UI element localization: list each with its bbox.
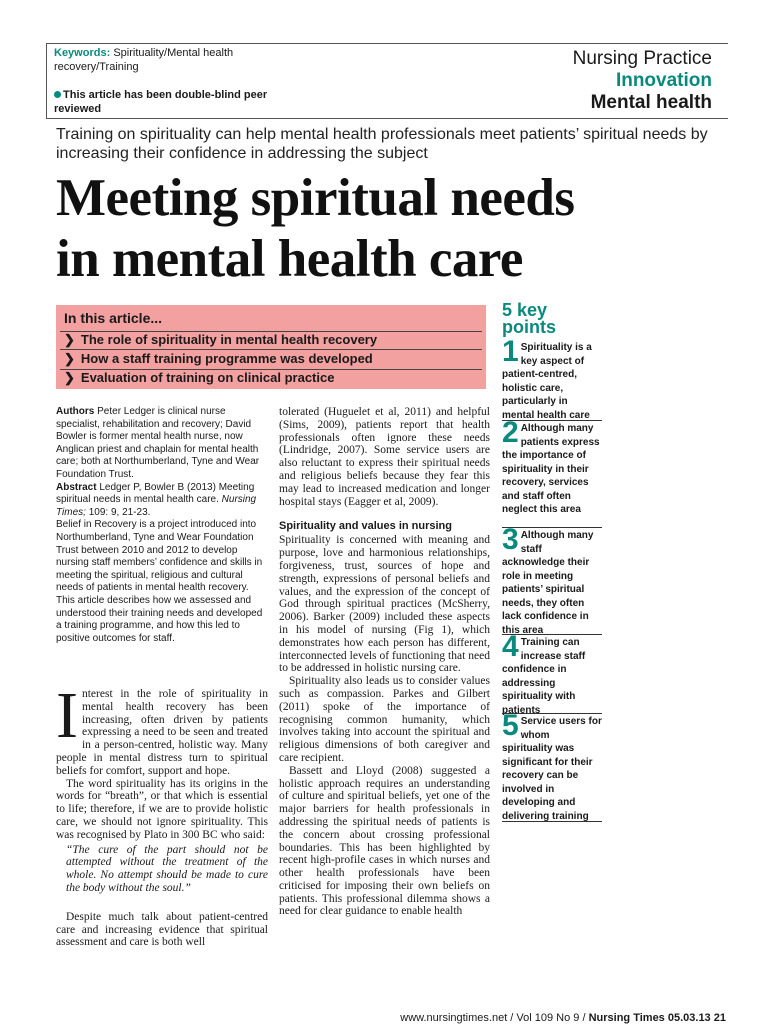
headline-line-2: in mental health care: [56, 230, 523, 288]
plato-quote: “The cure of the part should not be attempted without the treatment of the whole. No attempt should be made to cure the body without the soul.”: [66, 843, 268, 894]
section-innovation: Innovation: [615, 70, 712, 91]
key-point-number: 3: [502, 523, 519, 556]
drop-cap: I: [56, 679, 78, 752]
body-paragraph: Despite much talk about patient-centred care and increasing evidence that spiritual assessment and care is both well: [56, 910, 268, 949]
keywords-text: Spirituality/Mental health recovery/Training: [54, 47, 234, 73]
key-point-divider: [502, 821, 602, 822]
keywords: [54, 46, 294, 74]
keywords-label: Keywords:: [54, 47, 111, 59]
chevron-right-icon: ❯: [64, 370, 75, 385]
author-abstract-block: [56, 406, 268, 645]
key-point-number: 2: [502, 416, 519, 449]
key-point-text: Spirituality is a key aspect of patient-centred, holistic care, particularly in mental health care: [502, 342, 592, 421]
abstract-paragraph: Abstract Ledger P, Bowler B (2013) Meeting spiritual needs in mental health care. Nursing Times; 109: 9, 21-23.: [56, 481, 257, 518]
article-item: ❯ Evaluation of training on clinical practice: [64, 370, 335, 385]
body-paragraph: The word spirituality has its origins in the words for “breath”, or that which is essential to life; therefore, if we are to provide holistic care, we should not ignore spirituality. This was recognised by Plato in 300 BC who said:: [56, 777, 268, 841]
section-mental-health: Mental health: [590, 92, 712, 113]
key-point-number: 1: [502, 335, 519, 368]
box-divider: [60, 349, 482, 350]
page-title: [56, 168, 736, 290]
chevron-right-icon: ❯: [64, 351, 75, 366]
key-point: [502, 630, 602, 717]
body-paragraph: Spirituality also leads us to consider values such as compassion. Parkes and Gilbert (2011) spoke of the importance of recognising common humanity, which involves taking into account the spiritual and religious dimensions of both caregiver and care recipient.: [279, 675, 490, 764]
article-item: ❯ How a staff training programme was developed: [64, 351, 373, 366]
key-point-text: Although many patients express the importance of spirituality in their recovery, services and staff often neglect this area: [502, 423, 600, 515]
key-point: [502, 709, 602, 823]
abstract-text: Belief in Recovery is a project introduced into Northumberland, Tyne and Wear Foundation Trust between 2010 and 2012 to develop nursing staff members’ confidence and skills in meeting the spiritual, religious and cultural needs of patients in mental health recovery. This article describes how we assessed and understood their training needs and developed a training programme, and how this led to positive outcomes for staff.: [56, 519, 263, 644]
key-point: [502, 416, 602, 517]
key-point: [502, 335, 602, 422]
left-frame-rule: [46, 43, 47, 118]
header-divider: [46, 118, 728, 119]
body-paragraph: Spirituality is concerned with meaning and purpose, love and harmonious relationships, forgiveness, trust, sources of hope and strength, expressions of personal beliefs and values, and the expression of the concept of God through spiritual practices (McSherry, 2006). Barker (2009) included these aspects in his model of nursing (Fig 1), which demonstrates how each person has different, interconnected levels of functioning that need to be addressed in holistic nursing care.: [279, 534, 490, 675]
headline-line-1: Meeting spiritual needs: [56, 169, 575, 227]
key-point-number: 5: [502, 709, 519, 742]
section-labels: [573, 48, 712, 114]
bullet-dot-icon: [54, 91, 61, 98]
intro-paragraph: Interest in the role of spirituality in mental health recovery has been increasing, often driven by patients expressing a need to be seen and treated in a person-centred, holistic way. Many people in mental distress turn to spiritual beliefs for comfort, support and hope.: [56, 679, 268, 777]
standfirst: Training on spirituality can help mental health professionals meet patients’ spiritual needs by increasing their confidence in addressing the subject: [56, 126, 708, 162]
body-column-1: [56, 679, 268, 949]
in-this-article-box: [56, 305, 486, 389]
article-item: ❯ The role of spirituality in mental health recovery: [64, 332, 378, 347]
in-this-article-title: In this article...: [64, 310, 163, 326]
subheading: Spirituality and values in nursing: [279, 520, 452, 533]
chevron-right-icon: ❯: [64, 332, 75, 347]
section-nursing-practice: Nursing Practice: [572, 48, 712, 69]
key-points-title: 5 key points: [502, 300, 556, 337]
body-paragraph: Bassett and Lloyd (2008) suggested a holistic approach requires an understanding of culture and spiritual beliefs, yet one of the major barriers for health professionals in addressing the spiritual needs of patients is the concern about crossing professional boundaries. This has been highlighted by recent high-profile cases in which nurses and other health professionals have been criticised for imposing their own beliefs on patients. This professional dilemma shows a need for clear guidance to enable health: [279, 764, 490, 918]
key-point: [502, 523, 602, 637]
key-point-text: Service users for whom spirituality was significant for their recovery can be involved in developing and delivering training: [502, 716, 602, 822]
footer-site: www.nursingtimes.net / Vol 109 No 9 /: [400, 1012, 586, 1024]
key-point-text: Training can increase staff confidence in addressing spirituality with patients: [502, 637, 586, 716]
authors-paragraph: Authors Peter Ledger is clinical nurse specialist, rehabilitation and recovery; David Bowler is former mental health nurse, now Anglican priest and chaplain for mental health care; both at Northumberland, Tyne and Wear Foundation Trust.: [56, 406, 260, 480]
footer-journal: Nursing Times 05.03.13: [588, 1012, 711, 1024]
top-frame-rule: [46, 43, 728, 44]
key-point-text: Although many staff acknowledge their role in meeting patients’ spiritual needs, they often lack confidence in this area: [502, 530, 594, 636]
page-footer: [400, 1012, 726, 1024]
peer-review-note: [54, 88, 294, 116]
body-column-2: [279, 406, 490, 918]
peer-review-text: This article has been double-blind peer reviewed: [54, 89, 268, 115]
key-point-number: 4: [502, 630, 519, 663]
page-number: 21: [713, 1012, 726, 1024]
body-paragraph: tolerated (Huguelet et al, 2011) and helpful (Sims, 2009), patients report that health professionals often ignore these needs (Lindridge, 2007). Some service users are also reluctant to express their spiritual needs and religious beliefs because they fear this may lead to increased medication and longer hospital stays (Eagger et al, 2009).: [279, 406, 490, 508]
